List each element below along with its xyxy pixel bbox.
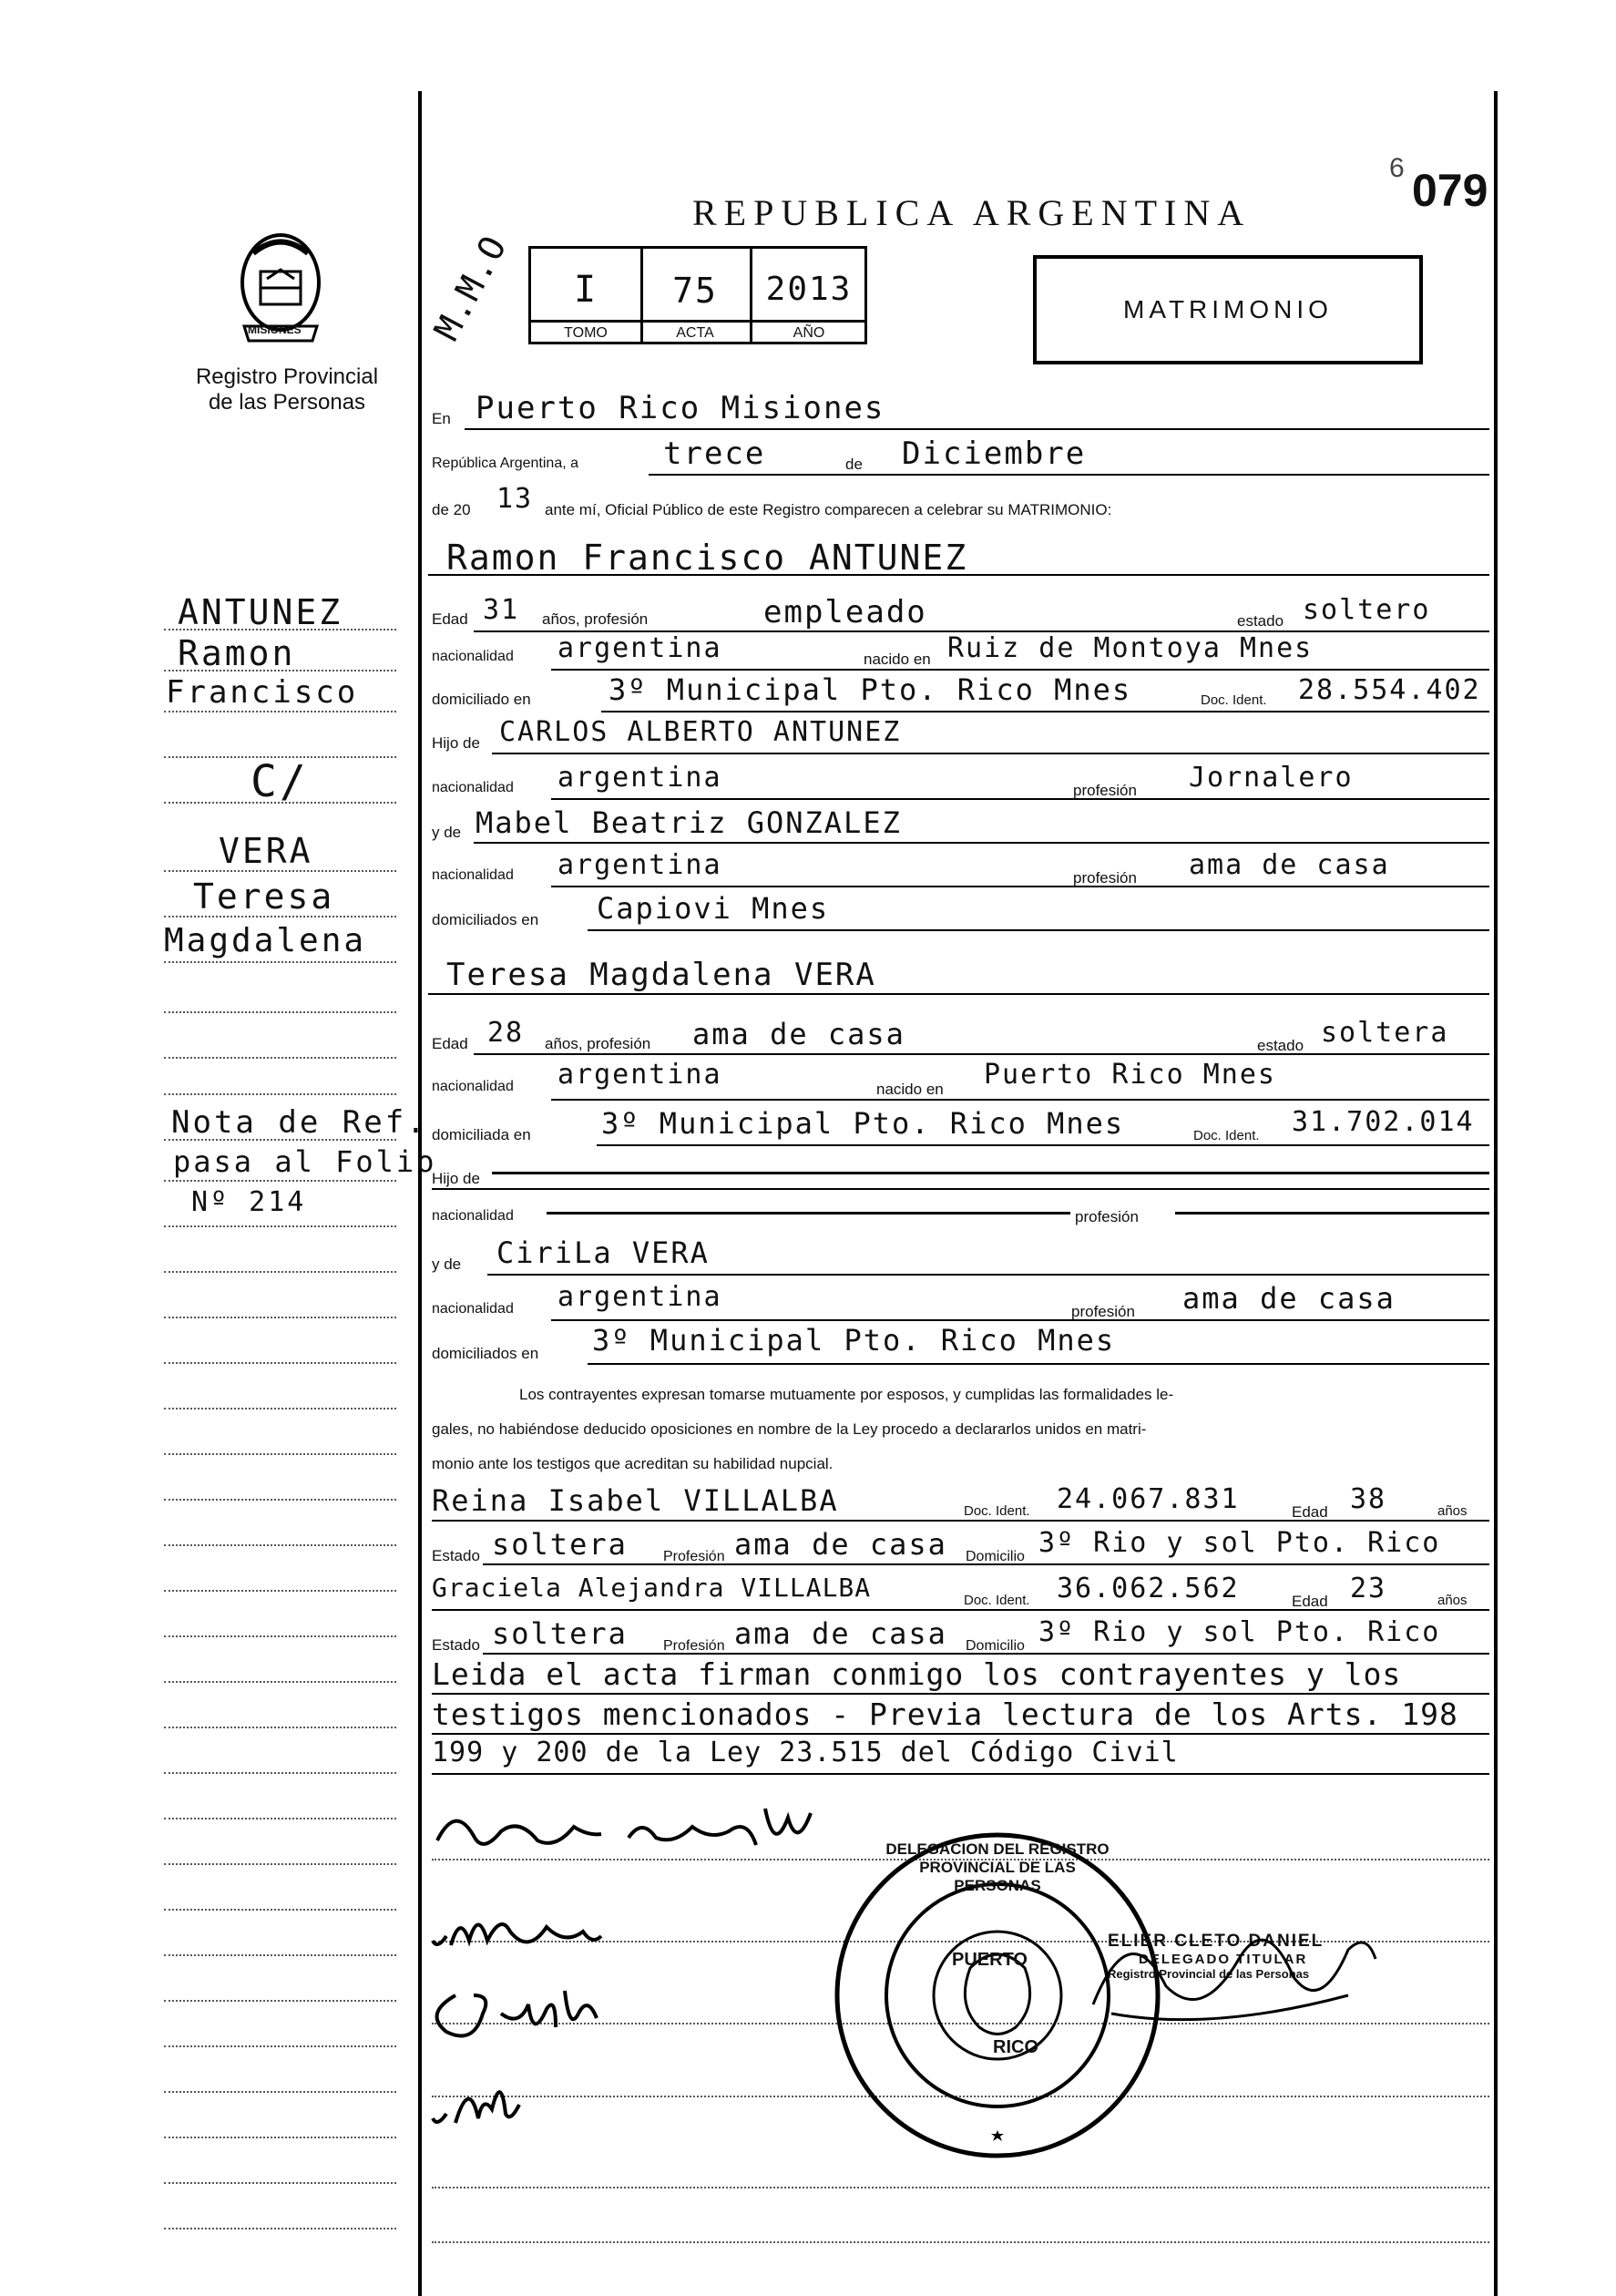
groom-address-rule	[601, 711, 1489, 712]
tomo-label: TOMO	[564, 325, 608, 341]
sidebar-note-line1: Nota de Ref.	[171, 1104, 428, 1141]
sig-rule-6	[432, 2241, 1489, 2243]
groom-profession: empleado	[763, 594, 927, 630]
witness1-doc-label: Doc. Ident.	[964, 1503, 1030, 1519]
bride-father-rule-lower	[432, 1188, 1489, 1190]
groom-civil-status: soltero	[1303, 594, 1431, 626]
closing-rule2	[432, 1733, 1489, 1735]
groom-signature	[428, 1799, 820, 1872]
groom-parents-address: Capiovi Mnes	[597, 891, 830, 926]
bride-domiciliados-label: domiciliados en	[432, 1345, 539, 1362]
bride-profession: ama de casa	[692, 1017, 905, 1051]
groom-y-de-label: y de	[432, 824, 462, 841]
groom-mother-name: Mabel Beatriz GONZALEZ	[476, 805, 902, 840]
witness2-profession: ama de casa	[734, 1616, 947, 1651]
bride-edad-label: Edad	[432, 1035, 468, 1052]
witness2-estado-label: Estado	[432, 1636, 480, 1654]
margin-initials: M.M.O	[426, 228, 516, 347]
acta-value: 75	[672, 271, 718, 311]
sig-rule-5	[432, 2187, 1489, 2188]
bride-father-rule	[492, 1172, 1489, 1174]
bride-mother-nacionalidad-label: nacionalidad	[432, 1301, 514, 1317]
witness2-signature	[428, 2068, 528, 2141]
groom-parents-address-rule	[588, 929, 1489, 931]
place-rule	[465, 428, 1489, 430]
witness2-estado-rule	[483, 1653, 1489, 1655]
bride-doc-number: 31.702.014	[1292, 1106, 1475, 1138]
sidebar-groom-name1: Ramon	[178, 633, 296, 673]
sidebar-groom-surname: ANTUNEZ	[178, 592, 343, 632]
closing-rule1	[432, 1693, 1489, 1695]
groom-mother-nacionalidad-label: nacionalidad	[432, 867, 514, 883]
tomo-acta-anio-box	[528, 246, 867, 344]
witness1-signature	[419, 1977, 601, 2050]
bride-nacionalidad-label: nacionalidad	[432, 1079, 514, 1094]
bride-mother-profesion-label: profesión	[1071, 1303, 1135, 1320]
bride-father-profesion-label: profesión	[1075, 1208, 1139, 1225]
sidebar-bride-surname: VERA	[219, 831, 313, 871]
witness2-address: 3º Rio y sol Pto. Rico	[1038, 1616, 1441, 1648]
bride-age: 28	[487, 1017, 525, 1049]
closing-line3: 199 y 200 de la Ley 23.515 del Código Civil	[432, 1737, 1179, 1768]
matrimonio-box	[1033, 255, 1423, 364]
groom-hijo-label: Hijo de	[432, 734, 480, 752]
groom-doc-label: Doc. Ident.	[1201, 692, 1267, 708]
witness1-profession: ama de casa	[734, 1527, 947, 1562]
bride-mother-rule	[487, 1274, 1489, 1276]
de-label: de	[845, 456, 863, 473]
bride-nacido-label: nacido en	[876, 1081, 944, 1098]
bride-birthplace: Puerto Rico Mnes	[984, 1059, 1276, 1091]
bride-y-de-label: y de	[432, 1256, 462, 1273]
groom-father-name: CARLOS ALBERTO ANTUNEZ	[499, 716, 902, 748]
groom-mother-nat-rule	[551, 886, 1489, 887]
groom-nationality-rule	[551, 669, 1489, 671]
year-suffix: 13	[496, 483, 534, 515]
witness2-profesion-label: Profesión	[663, 1638, 725, 1654]
officer-org: Registro Provincial de las Personas	[1108, 1967, 1310, 1981]
day-value: trece	[663, 436, 766, 472]
groom-father-profesion-label: profesión	[1073, 782, 1137, 799]
sidebar-groom-name2: Francisco	[166, 674, 359, 711]
closing-rule3	[432, 1773, 1489, 1775]
witness2-edad-label: Edad	[1292, 1593, 1328, 1610]
declaration-line2: gales, no habiéndose deducido oposiciones en nombre de la Ley procedo a declararlos unidos en matri-	[432, 1420, 1147, 1438]
witness2-age: 23	[1350, 1573, 1387, 1604]
witness1-estado-label: Estado	[432, 1547, 480, 1564]
witness2-doc: 36.062.562	[1057, 1573, 1240, 1604]
groom-mother-profession: ama de casa	[1189, 849, 1390, 881]
folio-number: 079	[1412, 165, 1488, 216]
bride-signature	[428, 1904, 610, 1959]
bride-hijo-label: Hijo de	[432, 1170, 480, 1187]
republic-label: República Argentina, a	[432, 456, 578, 471]
bride-parents-address: 3º Municipal Pto. Rico Mnes	[592, 1323, 1116, 1358]
groom-birthplace: Ruiz de Montoya Mnes	[947, 632, 1314, 664]
country-title: REPUBLICA ARGENTINA	[692, 192, 1252, 233]
stamp-ring-text: DELEGACION DEL REGISTRO PROVINCIAL DE LAS PERSONAS	[885, 1840, 1110, 1894]
groom-domiciliados-label: domiciliados en	[432, 911, 539, 928]
witness2-name: Graciela Alejandra VILLALBA	[432, 1573, 872, 1603]
witness2-domicilio-label: Domicilio	[966, 1638, 1025, 1654]
sidebar-bride-name1: Teresa	[193, 876, 335, 917]
witness1-name-rule	[432, 1520, 1489, 1522]
witness1-age: 38	[1350, 1483, 1387, 1515]
officer-role: DELEGADO TITULAR	[1139, 1952, 1308, 1967]
witness1-edad-label: Edad	[1292, 1503, 1328, 1521]
bride-nationality: argentina	[557, 1059, 722, 1091]
closing-line1: Leida el acta firman conmigo los contrayentes y los	[432, 1656, 1402, 1692]
stamp-center-top: PUERTO	[952, 1950, 1028, 1970]
bride-full-name: Teresa Magdalena VERA	[446, 957, 876, 993]
witness2-anos-label: años	[1437, 1593, 1468, 1608]
crest-label: MISIONES	[248, 323, 302, 336]
bride-mother-nationality: argentina	[557, 1281, 722, 1313]
groom-mother-profesion-label: profesión	[1073, 869, 1137, 887]
groom-nacionalidad-label: nacionalidad	[432, 649, 514, 664]
bride-address: 3º Municipal Pto. Rico Mnes	[601, 1106, 1125, 1141]
bride-mother-name: CiriLa VERA	[496, 1235, 710, 1270]
groom-doc-number: 28.554.402	[1298, 674, 1481, 706]
anio-value: 2013	[765, 271, 853, 308]
witness1-estado-rule	[483, 1563, 1489, 1565]
groom-full-name: Ramon Francisco ANTUNEZ	[446, 538, 968, 578]
witness1-address: 3º Rio y sol Pto. Rico	[1038, 1527, 1441, 1559]
groom-nacido-label: nacido en	[864, 651, 931, 668]
registry-name	[164, 364, 410, 415]
officer-name: ELIER CLETO DANIEL	[1108, 1932, 1325, 1951]
margin-border-right	[1494, 91, 1498, 2296]
witness1-domicilio-label: Domicilio	[966, 1549, 1025, 1564]
groom-age: 31	[483, 594, 520, 626]
groom-nationality: argentina	[557, 632, 722, 664]
sidebar-note-line3: Nº 214	[191, 1186, 307, 1218]
sidebar-note-line2: pasa al Folio	[173, 1144, 437, 1179]
declaration-line1: Los contrayentes expresan tomarse mutuamente por esposos, y cumplidas las formalidades le-	[519, 1386, 1174, 1403]
folio-prefix: 6	[1389, 153, 1405, 183]
groom-edad-label: Edad	[432, 610, 468, 628]
sidebar-bride-name2: Magdalena	[164, 922, 367, 959]
bride-mother-nat-rule	[551, 1319, 1489, 1321]
declaration-line3: monio ante los testigos que acreditan su habilidad nupcial.	[432, 1455, 834, 1472]
tomo-value: I	[573, 269, 598, 311]
groom-mother-nationality: argentina	[557, 849, 722, 881]
groom-name-rule	[428, 574, 1489, 576]
witness2-status: soltera	[492, 1616, 628, 1651]
bride-anos-profesion-label: años, profesión	[545, 1035, 651, 1052]
bride-domiciliada-label: domiciliada en	[432, 1126, 531, 1143]
witness1-name: Reina Isabel VILLALBA	[432, 1483, 839, 1518]
bride-father-prof-rule	[1175, 1212, 1489, 1215]
groom-address: 3º Municipal Pto. Rico Mnes	[609, 672, 1132, 707]
bride-mother-profession: ama de casa	[1182, 1281, 1396, 1316]
groom-father-nationality: argentina	[557, 762, 722, 794]
witness1-anos-label: años	[1437, 1503, 1468, 1519]
anio-label: AÑO	[793, 325, 825, 341]
groom-mother-rule	[474, 842, 1489, 844]
en-label: En	[432, 410, 451, 427]
witness2-doc-label: Doc. Ident.	[964, 1593, 1030, 1608]
bride-father-nacionalidad-label: nacionalidad	[432, 1208, 514, 1224]
groom-father-nat-rule	[551, 798, 1489, 800]
witness1-doc: 24.067.831	[1057, 1483, 1240, 1515]
bride-parents-address-rule	[588, 1363, 1489, 1365]
groom-domiciliado-label: domiciliado en	[432, 691, 531, 708]
bride-address-rule	[597, 1144, 1489, 1146]
groom-father-profession: Jornalero	[1189, 762, 1354, 794]
place-value: Puerto Rico Misiones	[476, 390, 885, 426]
declaration-text	[432, 1378, 1488, 1481]
bride-civil-status: soltera	[1321, 1017, 1449, 1049]
groom-father-rule	[492, 753, 1489, 754]
bride-name-rule	[428, 993, 1489, 995]
groom-father-nacionalidad-label: nacionalidad	[432, 780, 514, 795]
sidebar-connector: C/	[251, 756, 309, 807]
bride-estado-label: estado	[1257, 1037, 1304, 1054]
closing-line2: testigos mencionados - Previa lectura de los Arts. 198	[432, 1696, 1458, 1732]
matrimonio-title: MATRIMONIO	[1123, 295, 1333, 323]
groom-anos-profesion-label: años, profesión	[542, 610, 649, 628]
registry-name-line1: Registro Provincial	[195, 364, 379, 389]
year-prefix: de 20	[432, 501, 471, 518]
witness1-profesion-label: Profesión	[663, 1549, 725, 1564]
acta-label: ACTA	[676, 325, 714, 341]
bride-age-rule	[474, 1053, 1489, 1055]
stamp-center-bottom: RICO	[993, 2037, 1038, 2057]
ante-text: ante mí, Oficial Público de este Registro comparecen a celebrar su MATRIMONIO:	[545, 501, 1112, 518]
bride-father-nat-rule	[547, 1212, 1070, 1215]
month-value: Diciembre	[902, 436, 1087, 472]
date-rule	[649, 474, 1489, 476]
bride-nationality-rule	[551, 1099, 1489, 1101]
witness2-name-rule	[432, 1609, 1489, 1611]
margin-border-left	[418, 91, 422, 2296]
officer-signature	[1075, 1877, 1385, 2032]
groom-estado-label: estado	[1237, 612, 1284, 630]
witness1-status: soltera	[492, 1527, 628, 1562]
bride-doc-label: Doc. Ident.	[1193, 1128, 1260, 1143]
registry-name-line2: de las Personas	[208, 390, 366, 415]
